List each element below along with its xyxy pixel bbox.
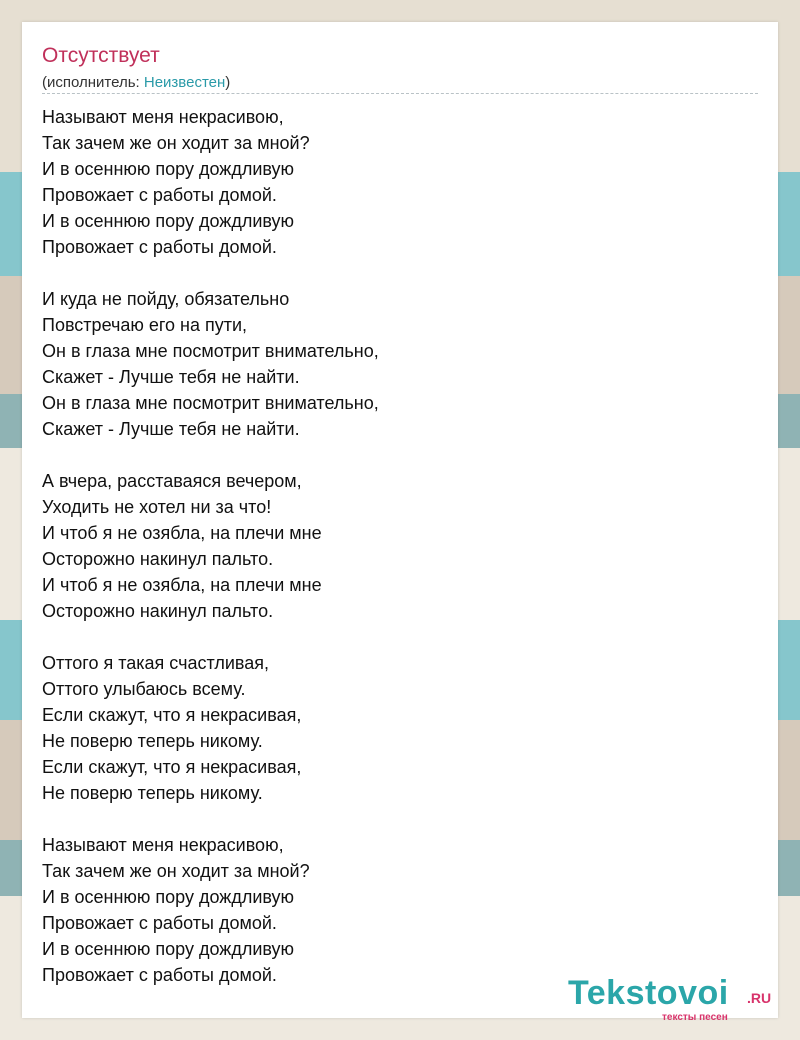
lyric-line: Провожает с работы домой. [42, 185, 277, 205]
lyric-line: Провожает с работы домой. [42, 965, 277, 985]
lyric-line: И в осеннюю пору дождливую [42, 159, 295, 179]
lyric-line: Уходить не хотел ни за что! [42, 497, 272, 517]
song-title: Отсутствует [42, 44, 160, 67]
lyric-line: Если скажут, что я некрасивая, [42, 757, 302, 777]
lyric-line: Называют меня некрасивою, [42, 835, 284, 855]
site-logo[interactable] [568, 974, 778, 1024]
artist-suffix: ) [225, 74, 231, 91]
logo-wordmark: Tekstovoi [568, 974, 729, 1012]
divider [42, 93, 758, 94]
artist-line [42, 74, 230, 91]
lyric-line: Он в глаза мне посмотрит внимательно, [42, 341, 379, 361]
stanza [42, 468, 379, 624]
lyric-line: Осторожно накинул пальто. [42, 549, 274, 569]
logo-domain: .RU [747, 990, 772, 1006]
stanza [42, 832, 379, 988]
stanza [42, 104, 379, 260]
lyric-line: Оттого улыбаюсь всему. [42, 679, 246, 699]
lyric-line: Оттого я такая счастливая, [42, 653, 270, 673]
lyric-line: Не поверю теперь никому. [42, 783, 263, 803]
lyric-line: Провожает с работы домой. [42, 237, 277, 257]
lyric-line: Повстречаю его на пути, [42, 315, 248, 335]
stanza [42, 650, 379, 806]
lyric-line: Скажет - Лучше тебя не найти. [42, 419, 300, 439]
lyrics-text [42, 104, 379, 1014]
lyric-line: Не поверю теперь никому. [42, 731, 263, 751]
lyric-line: А вчера, расставаяся вечером, [42, 471, 302, 491]
lyric-line: И в осеннюю пору дождливую [42, 939, 295, 959]
lyric-line: И чтоб я не озябла, на плечи мне [42, 575, 322, 595]
lyric-line: И в осеннюю пору дождливую [42, 887, 295, 907]
lyric-line: Если скажут, что я некрасивая, [42, 705, 302, 725]
lyric-line: И чтоб я не озябла, на плечи мне [42, 523, 322, 543]
lyric-line: Он в глаза мне посмотрит внимательно, [42, 393, 379, 413]
artist-link[interactable]: Неизвестен [143, 74, 226, 91]
lyrics-card [22, 22, 778, 1023]
lyric-line: Так зачем же он ходит за мной? [42, 861, 310, 881]
stanza [42, 286, 379, 442]
artist-prefix: (исполнитель: [42, 74, 144, 91]
logo-tagline: тексты песен [662, 1012, 728, 1023]
lyric-line: Называют меня некрасивою, [42, 107, 284, 127]
lyric-line: Скажет - Лучше тебя не найти. [42, 367, 300, 387]
lyric-line: И куда не пойду, обязательно [42, 289, 290, 309]
lyric-line: Осторожно накинул пальто. [42, 601, 274, 621]
lyric-line: И в осеннюю пору дождливую [42, 211, 295, 231]
lyric-line: Провожает с работы домой. [42, 913, 277, 933]
lyric-line: Так зачем же он ходит за мной? [42, 133, 310, 153]
